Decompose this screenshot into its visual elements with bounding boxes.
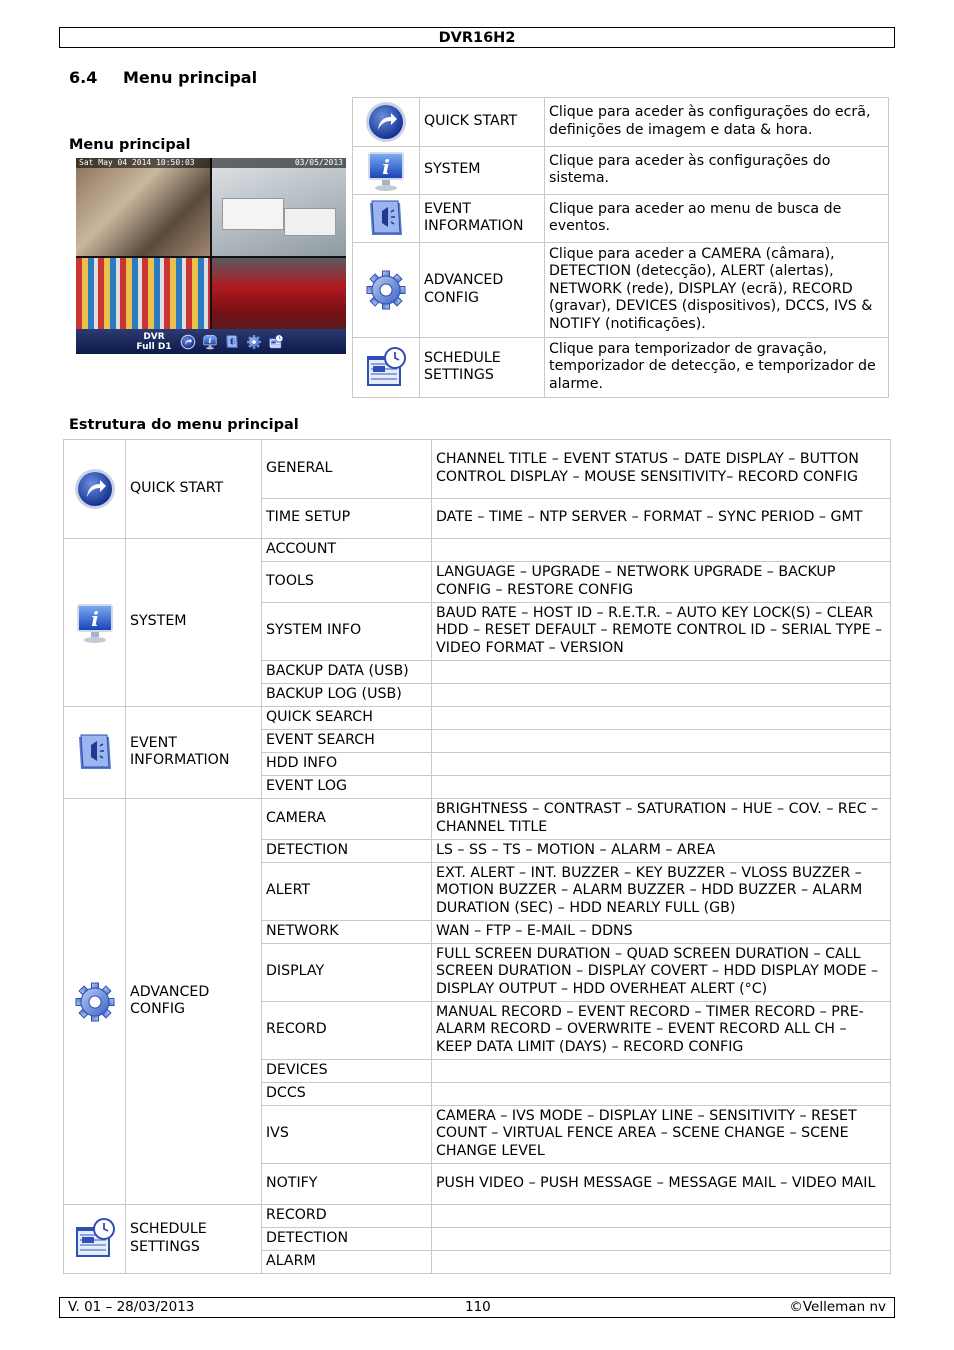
menu-overview-table xyxy=(352,97,889,398)
camera-view-office xyxy=(76,158,210,256)
submenu-items: FULL SCREEN DURATION – QUAD SCREEN DURATION – CALL SCREEN DURATION – DISPLAY COVERT – HDD DISPLAY MODE – DISPLAY OUTPUT – HDD OVERHEAT ALERT (°C) xyxy=(432,944,891,1002)
dvr-badge-line1: DVR xyxy=(143,332,165,342)
overview-description: Clique para temporizador de gravação, temporizador de detecção, e temporizador de alarme. xyxy=(545,338,889,398)
submenu-name: SYSTEM INFO xyxy=(262,603,432,661)
submenu-items: LANGUAGE – UPGRADE – NETWORK UPGRADE – BACKUP CONFIG – RESTORE CONFIG xyxy=(432,562,891,603)
overview-row xyxy=(353,243,889,338)
submenu-name: DISPLAY xyxy=(262,944,432,1002)
structure-row xyxy=(64,539,891,562)
page-header xyxy=(59,27,895,48)
overview-name: QUICK START xyxy=(420,98,545,147)
submenu-name: DETECTION xyxy=(262,840,432,863)
overview-name: SYSTEM xyxy=(420,147,545,195)
submenu-name: GENERAL xyxy=(262,440,432,499)
menu-group-name: EVENT INFORMATION xyxy=(126,707,262,799)
submenu-name: TOOLS xyxy=(262,562,432,603)
submenu-name: CAMERA xyxy=(262,799,432,840)
submenu-name: BACKUP LOG (USB) xyxy=(262,684,432,707)
submenu-items: WAN – FTP – E-MAIL – DDNS xyxy=(432,921,891,944)
submenu-items: LS – SS – TS – MOTION – ALARM – AREA xyxy=(432,840,891,863)
submenu-items xyxy=(432,730,891,753)
overview-row xyxy=(353,147,889,195)
quick-start-icon xyxy=(73,467,117,511)
overview-description: Clique para aceder às configurações do sistema. xyxy=(545,147,889,195)
submenu-name: TIME SETUP xyxy=(262,499,432,539)
submenu-items xyxy=(432,661,891,684)
overview-name: EVENT INFORMATION xyxy=(420,195,545,243)
menu-group-name: ADVANCED CONFIG xyxy=(126,799,262,1205)
submenu-name: DETECTION xyxy=(262,1228,432,1251)
submenu-name: DEVICES xyxy=(262,1060,432,1083)
overview-name: ADVANCED CONFIG xyxy=(420,243,545,338)
section-number: 6.4 xyxy=(69,68,98,87)
overview-name: SCHEDULE SETTINGS xyxy=(420,338,545,398)
menu-screenshot-label: Menu principal xyxy=(69,137,191,153)
page-footer xyxy=(59,1297,895,1318)
submenu-name: ALERT xyxy=(262,863,432,921)
system-icon xyxy=(364,149,408,193)
structure-row xyxy=(64,1205,891,1228)
advanced-config-icon xyxy=(73,980,117,1024)
submenu-items xyxy=(432,1060,891,1083)
overview-row xyxy=(353,98,889,147)
osd-status-bar xyxy=(76,158,346,168)
footer-page-number: 110 xyxy=(465,1299,491,1315)
submenu-items: BAUD RATE – HOST ID – R.E.T.R. – AUTO KEY LOCK(S) – CLEAR HDD – RESET DEFAULT – REMOTE CONTROL ID – SERIAL TYPE – VIDEO FORMAT – VERSION xyxy=(432,603,891,661)
submenu-name: HDD INFO xyxy=(262,753,432,776)
submenu-items xyxy=(432,776,891,799)
footer-version: V. 01 – 28/03/2013 xyxy=(68,1299,195,1315)
submenu-items xyxy=(432,684,891,707)
submenu-name: ALARM xyxy=(262,1251,432,1274)
submenu-name: DCCS xyxy=(262,1083,432,1106)
submenu-name: EVENT LOG xyxy=(262,776,432,799)
overview-description: Clique para aceder a CAMERA (câmara), DETECTION (detecção), ALERT (alertas), NETWORK (rede), DISPLAY (ecrã), RECORD (gravar), DEVICES (dispositivos), DCCS, IVS & NOTIFY (notificações). xyxy=(545,243,889,338)
overview-row xyxy=(353,338,889,398)
submenu-items: DATE – TIME – NTP SERVER – FORMAT – SYNC PERIOD – GMT xyxy=(432,499,891,539)
submenu-items: CAMERA – IVS MODE – DISPLAY LINE – SENSITIVITY – RESET COUNT – VIRTUAL FENCE AREA – SCENE CHANGE – SCENE CHANGE LEVEL xyxy=(432,1106,891,1164)
structure-label: Estrutura do menu principal xyxy=(69,417,299,433)
system-icon xyxy=(73,601,117,645)
advanced-config-icon[interactable] xyxy=(246,334,262,350)
submenu-items xyxy=(432,753,891,776)
overview-description: Clique para aceder ao menu de busca de eventos. xyxy=(545,195,889,243)
section-title: Menu principal xyxy=(123,68,258,87)
footer-copyright: ©Velleman nv xyxy=(789,1299,886,1315)
osd-datetime-left: Sat May 04 2014 10:50:03 xyxy=(79,158,195,167)
submenu-items xyxy=(432,707,891,730)
submenu-items xyxy=(432,539,891,562)
overview-description: Clique para aceder às configurações do ecrã, definições de imagem e data & hora. xyxy=(545,98,889,147)
submenu-items: CHANNEL TITLE – EVENT STATUS – DATE DISPLAY – BUTTON CONTROL DISPLAY – MOUSE SENSITIVITY– RECORD CONFIG xyxy=(432,440,891,499)
event-information-icon xyxy=(73,731,117,775)
dvr-menu-bar xyxy=(76,329,346,354)
dvr-screenshot-image xyxy=(76,158,346,354)
menu-group-name: SCHEDULE SETTINGS xyxy=(126,1205,262,1274)
submenu-name: BACKUP DATA (USB) xyxy=(262,661,432,684)
submenu-items: MANUAL RECORD – EVENT RECORD – TIMER RECORD – PRE-ALARM RECORD – OVERWRITE – EVENT RECORD ALL CH – KEEP DATA LIMIT (DAYS) – RECORD CONFIG xyxy=(432,1002,891,1060)
structure-row xyxy=(64,440,891,499)
schedule-settings-icon xyxy=(364,346,408,390)
submenu-name: QUICK SEARCH xyxy=(262,707,432,730)
submenu-items: BRIGHTNESS – CONTRAST – SATURATION – HUE – COV. – REC – CHANNEL TITLE xyxy=(432,799,891,840)
schedule-settings-icon xyxy=(73,1217,117,1261)
submenu-name: IVS xyxy=(262,1106,432,1164)
event-information-icon[interactable] xyxy=(224,334,240,350)
dvr-badge-line2: Full D1 xyxy=(136,342,172,352)
dvr-badge xyxy=(134,332,174,352)
camera-view-hospital-room xyxy=(212,158,346,256)
submenu-items xyxy=(432,1251,891,1274)
submenu-name: RECORD xyxy=(262,1205,432,1228)
submenu-items xyxy=(432,1205,891,1228)
event-information-icon xyxy=(364,197,408,241)
submenu-items: EXT. ALERT – INT. BUZZER – KEY BUZZER – VLOSS BUZZER – MOTION BUZZER – ALARM BUZZER – HDD BUZZER – ALARM DURATION (SEC) – HDD NEARLY FULL (GB) xyxy=(432,863,891,921)
structure-row xyxy=(64,707,891,730)
structure-row xyxy=(64,799,891,840)
menu-group-name: SYSTEM xyxy=(126,539,262,707)
submenu-name: ACCOUNT xyxy=(262,539,432,562)
osd-date-right: 03/05/2013 xyxy=(294,158,343,167)
submenu-items xyxy=(432,1228,891,1251)
advanced-config-icon xyxy=(364,268,408,312)
submenu-name: RECORD xyxy=(262,1002,432,1060)
submenu-items xyxy=(432,1083,891,1106)
overview-row xyxy=(353,195,889,243)
quick-start-icon[interactable] xyxy=(180,334,196,350)
menu-structure-table xyxy=(63,439,891,1274)
quick-start-icon xyxy=(364,100,408,144)
submenu-name: EVENT SEARCH xyxy=(262,730,432,753)
model-title: DVR16H2 xyxy=(438,30,516,46)
submenu-items: PUSH VIDEO – PUSH MESSAGE – MESSAGE MAIL – VIDEO MAIL xyxy=(432,1164,891,1205)
menu-group-name: QUICK START xyxy=(126,440,262,539)
system-icon[interactable] xyxy=(202,334,218,350)
section-heading xyxy=(69,68,257,87)
submenu-name: NOTIFY xyxy=(262,1164,432,1205)
schedule-settings-icon[interactable] xyxy=(268,334,284,350)
submenu-name: NETWORK xyxy=(262,921,432,944)
